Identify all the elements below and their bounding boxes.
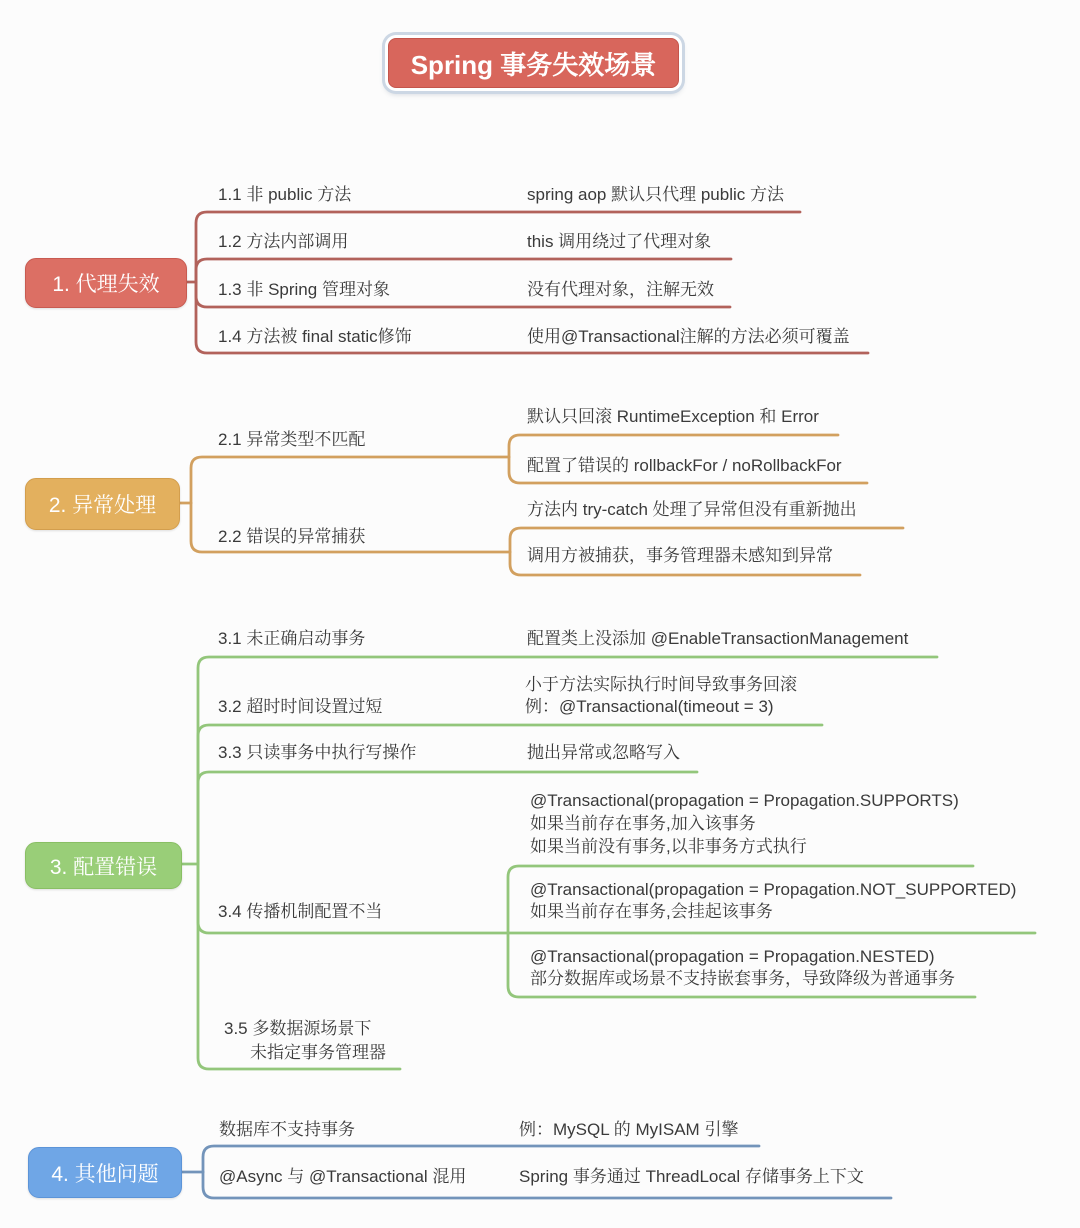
note-3-4c: @Transactional(propagation = Propagation.NESTED) 部分数据库或场景不支持嵌套事务，导致降级为普通事务 — [530, 947, 955, 988]
topic-2-1: 2.1 异常类型不匹配 — [218, 430, 366, 449]
topic-4-2: @Async 与 @Transactional 混用 — [219, 1167, 467, 1186]
branch-node-1: 1. 代理失效 — [25, 258, 187, 308]
note-1-4: 使用@Transactional注解的方法必须可覆盖 — [527, 327, 850, 346]
topic-1-1: 1.1 非 public 方法 — [218, 185, 352, 204]
note-1-1: spring aop 默认只代理 public 方法 — [527, 185, 784, 204]
branch-node-2: 2. 异常处理 — [25, 478, 180, 530]
topic-3-4: 3.4 传播机制配置不当 — [218, 902, 383, 921]
topic-4-1: 数据库不支持事务 — [219, 1120, 355, 1139]
note-3-2: 小于方法实际执行时间导致事务回滚 例：@Transactional(timeout = 3) — [525, 675, 797, 716]
topic-3-2: 3.2 超时时间设置过短 — [218, 697, 383, 716]
note-2-1a: 默认只回滚 RuntimeException 和 Error — [527, 407, 819, 426]
topic-3-5: 3.5 多数据源场景下 未指定事务管理器 — [224, 1019, 386, 1062]
topic-1-2: 1.2 方法内部调用 — [218, 232, 349, 251]
note-2-2b: 调用方被捕获，事务管理器未感知到异常 — [527, 546, 833, 565]
note-3-4a: @Transactional(propagation = Propagation.SUPPORTS) 如果当前存在事务,加入该事务 如果当前没有事务,以非事务方式执行 — [530, 791, 959, 856]
topic-1-4: 1.4 方法被 final static修饰 — [218, 327, 412, 346]
branch-node-4: 4. 其他问题 — [28, 1147, 182, 1198]
topic-3-3: 3.3 只读事务中执行写操作 — [218, 743, 417, 762]
topic-3-1: 3.1 未正确启动事务 — [218, 629, 366, 648]
note-3-4b: @Transactional(propagation = Propagation.NOT_SUPPORTED) 如果当前存在事务,会挂起该事务 — [530, 880, 1017, 921]
note-1-2: this 调用绕过了代理对象 — [527, 232, 712, 251]
section3-wires — [180, 657, 1035, 1069]
note-2-1b: 配置了错误的 rollbackFor / noRollbackFor — [527, 456, 842, 475]
note-3-1: 配置类上没添加 @EnableTransactionManagement — [527, 629, 909, 648]
root-node-title: Spring 事务失效场景 — [388, 38, 679, 88]
branch-node-3: 3. 配置错误 — [25, 842, 182, 889]
topic-1-3: 1.3 非 Spring 管理对象 — [218, 280, 390, 299]
note-3-3: 抛出异常或忽略写入 — [527, 743, 680, 762]
note-4-2: Spring 事务通过 ThreadLocal 存储事务上下文 — [519, 1167, 864, 1186]
topic-2-2: 2.2 错误的异常捕获 — [218, 527, 366, 546]
note-1-3: 没有代理对象，注解无效 — [527, 280, 714, 299]
note-2-2a: 方法内 try-catch 处理了异常但没有重新抛出 — [527, 500, 857, 519]
note-4-1: 例：MySQL 的 MyISAM 引擎 — [519, 1120, 739, 1139]
